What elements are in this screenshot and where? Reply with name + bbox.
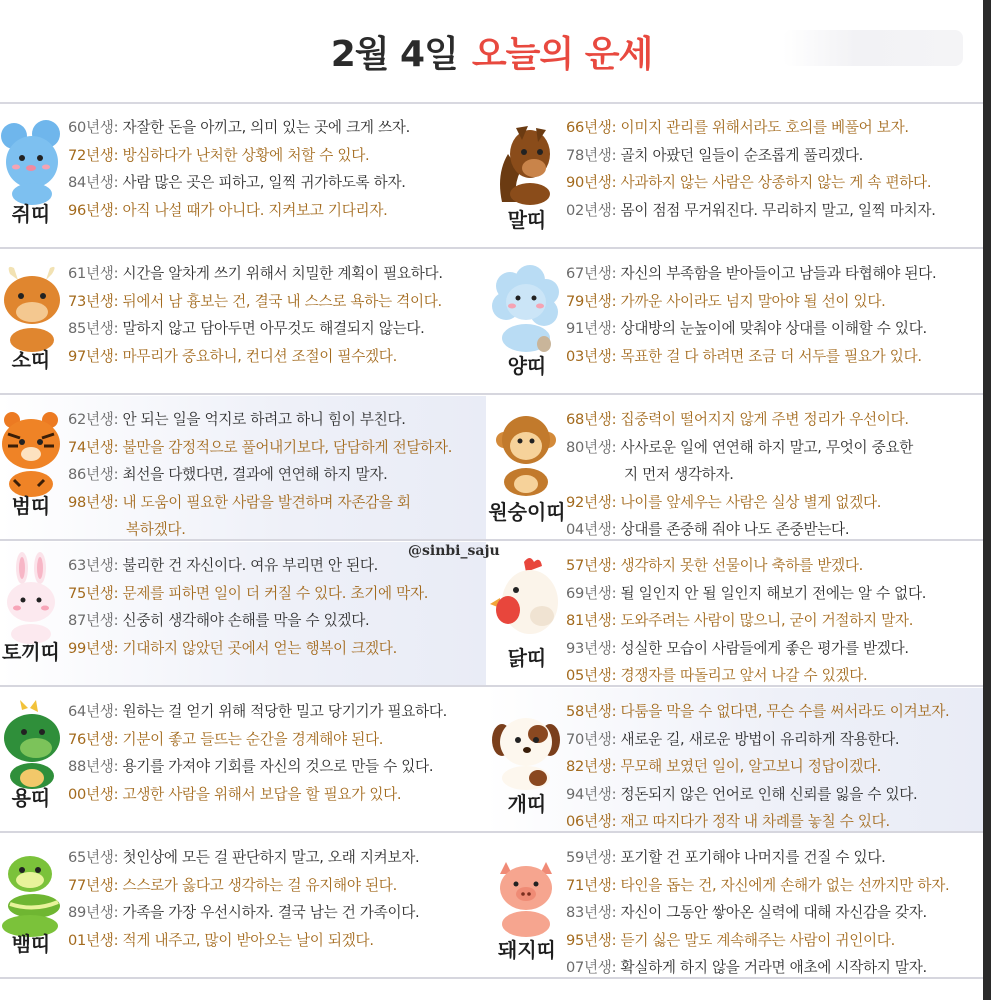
fortune-text: 자신이 그동안 쌓아온 실력에 대해 자신감을 갖자.: [620, 904, 927, 921]
horse-icon: [486, 114, 566, 209]
zodiac-cell: [486, 834, 983, 979]
fortune-line: [68, 406, 482, 434]
birth-year: 60년생:: [68, 119, 119, 136]
fortune-line: [68, 288, 482, 316]
fortune-lines: [566, 552, 979, 690]
fortune-text: 사사로운 일에 연연해 하지 말고, 무엇이 중요한: [620, 438, 914, 456]
fortune-text: 새로운 길, 새로운 방법이 유리하게 작용한다.: [620, 730, 900, 748]
fortune-text: 불만을 감정적으로 풀어내기보다, 담담하게 전달하자.: [122, 438, 453, 456]
birth-year: 90년생:: [566, 174, 617, 191]
fortune-line: [68, 142, 482, 170]
title-fortune: 오늘의 운세: [471, 33, 653, 75]
fortune-text: 적게 내주고, 많이 받아오는 날이 되겠다.: [122, 931, 374, 949]
birth-year: 04년생:: [566, 521, 617, 538]
zodiac-cell: [486, 688, 983, 833]
fortune-line: [566, 872, 979, 900]
birth-year: 77년생:: [68, 876, 119, 894]
fortune-line: [566, 142, 979, 170]
zodiac-name: 쥐띠: [11, 202, 51, 226]
fortune-text: 마무리가 중요하니, 컨디션 조절이 필수겠다.: [122, 347, 397, 365]
fortune-line: [68, 927, 482, 955]
fortune-lines: [68, 698, 482, 808]
fortune-text: 목표한 걸 다 하려면 조금 더 서두를 필요가 있다.: [620, 347, 922, 365]
birth-year: 07년생:: [566, 959, 617, 976]
fortune-text: 고생한 사람을 위해서 보답을 할 필요가 있다.: [122, 785, 402, 803]
birth-year: 79년생:: [566, 292, 617, 310]
fortune-text: 방심하다가 난처한 상황에 처할 수 있다.: [122, 146, 370, 164]
fortune-line: [68, 434, 482, 462]
fortune-text: 포기할 건 포기해야 나머지를 건질 수 있다.: [620, 849, 886, 866]
fortune-line: [68, 260, 482, 288]
pig-icon: [486, 844, 566, 939]
birth-year: 00년생:: [68, 785, 119, 803]
fortune-line: [566, 954, 979, 982]
fortune-line: [68, 197, 482, 225]
birth-year: 97년생:: [68, 347, 119, 365]
fortune-text: 사람 많은 곳은 피하고, 일찍 귀가하도록 하자.: [122, 174, 406, 191]
zodiac-name: 범띠: [11, 494, 51, 518]
fortune-text: 가족을 가장 우선시하자. 결국 남는 건 가족이다.: [122, 904, 420, 921]
page-title: [331, 26, 653, 77]
fortune-text: 몸이 점점 무거워진다. 무리하지 말고, 일찍 마치자.: [620, 201, 936, 219]
birth-year: 69년생:: [566, 584, 617, 602]
fortune-line: [566, 260, 979, 288]
zodiac-name: 닭띠: [507, 646, 547, 670]
fortune-text: 문제를 피하면 일이 더 커질 수 있다. 초기에 막자.: [122, 584, 429, 602]
birth-year: 84년생:: [68, 174, 119, 191]
fortune-text-continued: 복하겠다.: [126, 521, 186, 538]
fortune-text: 기분이 좋고 들뜨는 순간을 경계해야 된다.: [122, 730, 384, 748]
birth-year: 99년생:: [68, 639, 119, 657]
fortune-line: [566, 726, 979, 754]
fortune-text: 내 도움이 필요한 사람을 발견하며 자존감을 회: [122, 493, 411, 511]
fortune-line: [68, 489, 482, 544]
fortune-line: [68, 899, 482, 927]
birth-year: 02년생:: [566, 201, 617, 219]
zodiac-name: 원숭이띠: [488, 500, 566, 524]
fortune-lines: [566, 406, 979, 544]
fortune-text: 말하지 않고 담아두면 아무것도 해결되지 않는다.: [122, 320, 425, 337]
birth-year: 98년생:: [68, 493, 119, 511]
zodiac-name: 개띠: [507, 792, 547, 816]
birth-year: 94년생:: [566, 785, 617, 803]
birth-year: 95년생:: [566, 931, 617, 949]
zodiac-cell: [0, 834, 486, 979]
birth-year: 81년생:: [566, 612, 617, 629]
header: [0, 0, 983, 104]
birth-year: 06년생:: [566, 813, 617, 830]
fortune-text: 상대를 존중해 줘야 나도 존중받는다.: [620, 521, 850, 538]
fortune-text: 신중히 생각해야 손해를 막을 수 있겠다.: [122, 612, 370, 629]
fortune-lines: [566, 698, 979, 836]
fortune-lines: [566, 260, 979, 370]
fortune-line: [566, 552, 979, 580]
fortune-text-continued: 지 먼저 생각하자.: [624, 466, 734, 483]
birth-year: 91년생:: [566, 320, 617, 337]
fortune-line: [68, 315, 482, 343]
zodiac-name: 토끼띠: [2, 640, 60, 664]
mouse-icon: [0, 114, 66, 209]
fortune-text: 최선을 다했다면, 결과에 연연해 하지 말자.: [122, 466, 388, 483]
fortune-text: 상대방의 눈높이에 맞춰야 상대를 이해할 수 있다.: [620, 320, 927, 337]
fortune-text: 생각하지 못한 선물이나 축하를 받겠다.: [620, 557, 863, 574]
dog-icon: [486, 698, 566, 793]
zodiac-name: 소띠: [11, 348, 51, 372]
fortune-text: 재고 따지다가 정작 내 차례를 놓칠 수 있다.: [620, 813, 890, 830]
fortune-text: 자신의 부족함을 받아들이고 남들과 타협해야 된다.: [620, 265, 937, 282]
fortune-text: 자잘한 돈을 아끼고, 의미 있는 곳에 크게 쓰자.: [122, 119, 410, 136]
fortune-line: [68, 343, 482, 371]
fortune-text: 뒤에서 남 흉보는 건, 결국 내 스스로 욕하는 격이다.: [122, 292, 442, 310]
fortune-line: [68, 698, 482, 726]
birth-year: 76년생:: [68, 730, 119, 748]
fortune-text: 기대하지 않았던 곳에서 얻는 행복이 크겠다.: [122, 639, 397, 657]
zodiac-cell: [0, 688, 486, 833]
fortune-text: 스스로가 옳다고 생각하는 걸 유지해야 된다.: [122, 876, 397, 894]
birth-year: 05년생:: [566, 667, 617, 684]
fortune-line: [566, 343, 979, 371]
fortune-line: [566, 114, 979, 142]
fortune-line: [566, 580, 979, 608]
zodiac-name: 말띠: [507, 208, 547, 232]
birth-year: 63년생:: [68, 557, 119, 574]
birth-year: 88년생:: [68, 758, 119, 775]
fortune-line: [566, 899, 979, 927]
birth-year: 96년생:: [68, 201, 119, 219]
fortune-line: [68, 461, 482, 489]
fortune-line: [68, 607, 482, 635]
fortune-text: 안 되는 일을 억지로 하려고 하니 힘이 부친다.: [122, 411, 406, 428]
birth-year: 67년생:: [566, 265, 617, 282]
fortune-text: 사과하지 않는 사람은 상종하지 않는 게 속 편하다.: [620, 174, 932, 191]
fortune-lines: [68, 260, 482, 370]
fortune-line: [566, 169, 979, 197]
fortune-line: [566, 635, 979, 663]
fortune-line: [566, 288, 979, 316]
zodiac-cell: [486, 104, 983, 249]
dragon-icon: [0, 698, 66, 793]
zodiac-cell: [0, 250, 486, 395]
fortune-text: 원하는 걸 얻기 위해 적당한 밀고 당기기가 필요하다.: [122, 703, 447, 720]
fortune-line: [566, 753, 979, 781]
zodiac-name: 용띠: [11, 786, 51, 810]
zodiac-cell: [0, 542, 486, 687]
fortune-line: [566, 406, 979, 434]
fortune-lines: [68, 406, 482, 544]
fortune-line: [68, 872, 482, 900]
fortune-text: 골치 아팠던 일들이 순조롭게 풀리겠다.: [620, 146, 863, 164]
fortune-line: [566, 434, 979, 489]
fortune-text: 불리한 건 자신이다. 여유 부리면 안 된다.: [122, 557, 379, 574]
fortune-line: [566, 197, 979, 225]
fortune-lines: [68, 552, 482, 662]
birth-year: 72년생:: [68, 146, 119, 164]
rabbit-icon: [0, 552, 66, 647]
fortune-line: [566, 781, 979, 809]
zodiac-cell: [486, 542, 983, 687]
birth-year: 03년생:: [566, 347, 617, 365]
fortune-line: [566, 808, 979, 836]
fortune-lines: [68, 844, 482, 954]
fortune-line: [566, 698, 979, 726]
zodiac-name: 양띠: [507, 354, 547, 378]
fortune-text: 경쟁자를 따돌리고 앞서 나갈 수 있겠다.: [620, 667, 868, 684]
fortune-line: [68, 753, 482, 781]
birth-year: 70년생:: [566, 730, 617, 748]
birth-year: 01년생:: [68, 931, 119, 949]
birth-year: 75년생:: [68, 584, 119, 602]
fortune-text: 정돈되지 않은 언어로 인해 신뢰를 잃을 수 있다.: [620, 785, 918, 803]
fortune-text: 될 일인지 안 될 일인지 해보기 전에는 알 수 없다.: [620, 584, 927, 602]
fortune-lines: [566, 114, 979, 224]
fortune-text: 무모해 보였던 일이, 알고보니 정답이겠다.: [620, 758, 882, 775]
fortune-line: [566, 516, 979, 544]
zodiac-name: 돼지띠: [498, 938, 556, 962]
zodiac-cell: [486, 250, 983, 395]
birth-year: 71년생:: [566, 876, 617, 894]
snake-icon: [0, 844, 66, 939]
birth-year: 78년생:: [566, 146, 617, 164]
fortune-text: 용기를 가져야 기회를 자신의 것으로 만들 수 있다.: [122, 758, 434, 775]
fortune-lines: [566, 844, 979, 982]
zodiac-cell: [0, 396, 486, 541]
fortune-lines: [68, 114, 482, 224]
zodiac-cell: [486, 396, 983, 541]
fortune-line: [68, 726, 482, 754]
fortune-line: [68, 114, 482, 142]
fortune-text: 나이를 앞세우는 사람은 실상 별게 없겠다.: [620, 493, 882, 511]
fortune-line: [566, 315, 979, 343]
birth-year: 68년생:: [566, 411, 617, 428]
birth-year: 64년생:: [68, 703, 119, 720]
fortune-line: [68, 169, 482, 197]
birth-year: 73년생:: [68, 292, 119, 310]
zodiac-name: 뱀띠: [11, 932, 51, 956]
watermark: @sinbi_saju: [408, 543, 500, 559]
birth-year: 92년생:: [566, 493, 617, 511]
birth-year: 82년생:: [566, 758, 617, 775]
fortune-text: 도와주려는 사람이 많으니, 굳이 거절하지 말자.: [620, 612, 914, 629]
birth-year: 85년생:: [68, 320, 119, 337]
birth-year: 86년생:: [68, 466, 119, 483]
fortune-text: 타인을 돕는 건, 자신에게 손해가 없는 선까지만 하자.: [620, 876, 950, 894]
fortune-line: [566, 927, 979, 955]
birth-year: 74년생:: [68, 438, 119, 456]
sheep-icon: [486, 260, 566, 355]
fortune-text: 첫인상에 모든 걸 판단하지 말고, 오래 지켜보자.: [122, 849, 420, 866]
birth-year: 93년생:: [566, 639, 617, 657]
fortune-line: [68, 580, 482, 608]
fortune-text: 확실하게 하지 않을 거라면 애초에 시작하지 말자.: [620, 959, 927, 976]
fortune-text: 가까운 사이라도 넘지 말아야 될 선이 있다.: [620, 292, 886, 310]
birth-year: 89년생:: [68, 904, 119, 921]
title-date: 2월 4일: [330, 33, 458, 75]
birth-year: 58년생:: [566, 703, 617, 720]
fortune-line: [68, 781, 482, 809]
fortune-line: [566, 489, 979, 517]
birth-year: 65년생:: [68, 849, 119, 866]
fortune-text: 듣기 싫은 말도 계속해주는 사람이 귀인이다.: [620, 931, 895, 949]
birth-year: 61년생:: [68, 265, 119, 282]
ox-icon: [0, 260, 66, 355]
zodiac-cell: [0, 104, 486, 249]
blurred-overlay: [783, 30, 963, 66]
fortune-text: 아직 나설 때가 아니다. 지켜보고 기다리자.: [122, 201, 388, 219]
fortune-text: 이미지 관리를 위해서라도 호의를 베풀어 보자.: [620, 119, 909, 136]
fortune-text: 다툼을 막을 수 없다면, 무슨 수를 써서라도 이겨보자.: [620, 703, 950, 720]
fortune-text: 시간을 알차게 쓰기 위해서 치밀한 계획이 필요하다.: [122, 265, 443, 282]
fortune-line: [566, 662, 979, 690]
birth-year: 83년생:: [566, 904, 617, 921]
birth-year: 87년생:: [68, 612, 119, 629]
monkey-icon: [486, 406, 566, 501]
birth-year: 57년생:: [566, 557, 617, 574]
fortune-text: 성실한 모습이 사람들에게 좋은 평가를 받겠다.: [620, 639, 909, 657]
birth-year: 59년생:: [566, 849, 617, 866]
fortune-line: [68, 844, 482, 872]
birth-year: 80년생:: [566, 438, 617, 456]
tiger-icon: [0, 406, 66, 501]
fortune-line: [68, 635, 482, 663]
rooster-icon: [486, 552, 566, 647]
fortune-line: [566, 844, 979, 872]
fortune-text: 집중력이 떨어지지 않게 주변 정리가 우선이다.: [620, 411, 909, 428]
birth-year: 66년생:: [566, 119, 617, 136]
fortune-line: [566, 607, 979, 635]
birth-year: 62년생:: [68, 411, 119, 428]
